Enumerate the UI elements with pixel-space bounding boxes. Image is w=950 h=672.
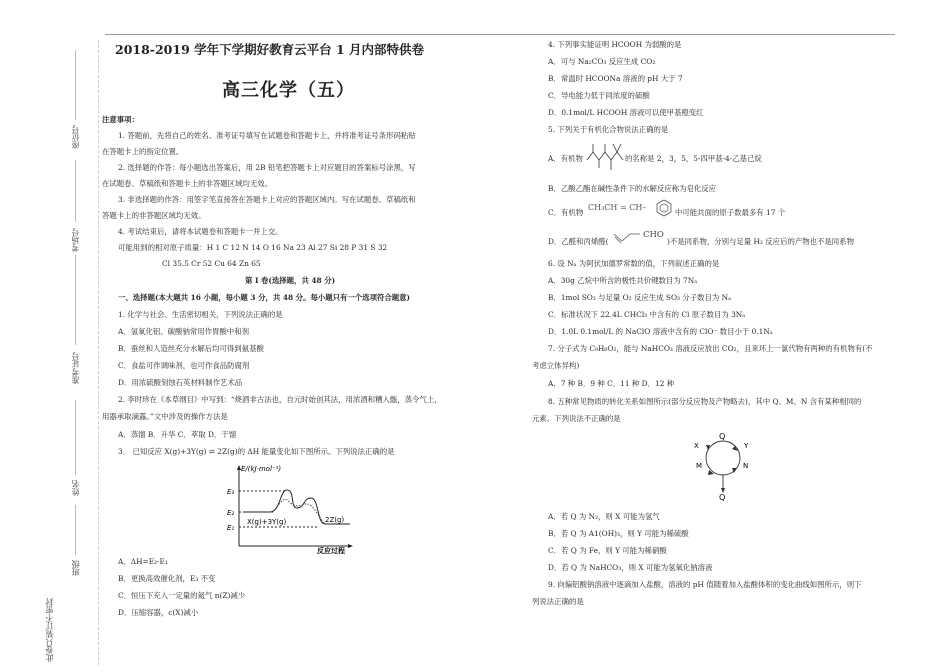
level-e2: E₂ xyxy=(227,509,235,517)
q4-option: B．常温时 HCOONa 溶液的 pH 大于 7 xyxy=(548,74,683,83)
q5-option-a-rest: 的名称是 2，3，5，5-四甲基-4-乙基己烷 xyxy=(625,154,762,163)
atomic-mass-line: Cl 35.5 Cr 52 Cu 64 Zn 65 xyxy=(162,259,261,268)
q5-option-a: A．有机物 xyxy=(548,154,583,163)
q8-option: D．若 Q 为 NaHCO₃，则 X 可能为氢氧化钠溶液 xyxy=(548,563,713,572)
benzene-ring-icon xyxy=(655,199,673,217)
q8-option: B．若 Q 为 A1(OH)₃，则 Y 可能为稀硫酸 xyxy=(548,529,689,538)
reactant-label: X(g)+3Y(g) xyxy=(247,518,287,526)
q3-option: D．压缩容器，c(X)减小 xyxy=(118,608,199,617)
q8-option: A．若 Q 为 N₂，则 X 可能为氢气 xyxy=(548,512,660,521)
q3-option: B．更换高效催化剂，E₃ 不变 xyxy=(118,574,216,583)
notice-line: 3. 非选择题的作答：用签字笔直接答在答题卡上对应的答题区域内。写在试题卷、草稿纸和 xyxy=(118,195,416,204)
exam-title: 2018-2019 学年下学期好教育云平台 1 月内部特供卷 xyxy=(115,42,425,57)
acrolein-structure xyxy=(612,228,642,244)
q5-option-c-rest: 中可能共面的原子数最多有 17 个 xyxy=(675,208,786,217)
node-m: M xyxy=(696,462,703,470)
q6-option: C．标准状况下 22.4L CHCl₃ 中含有的 Cl 原子数目为 3Nₐ xyxy=(548,310,746,319)
x-axis-label: 反应过程 xyxy=(317,547,345,554)
exam-room-label: 考场号 xyxy=(71,228,80,252)
q1-option: C．食盐可作调味剂，也可作食品防腐剂 xyxy=(118,361,250,370)
notice-line: 4. 考试结束后，请将本试题卷和答题卡一并上交。 xyxy=(118,227,283,236)
q5-option-c: C．有机物 xyxy=(548,208,584,217)
q5-option-b: B．乙酸乙酯在碱性条件下的水解反应称为皂化反应 xyxy=(548,184,717,193)
fill-line-admission xyxy=(75,255,76,345)
q8-stem: 元素。下列说法不正确的是 xyxy=(532,414,621,423)
q3-option: C．恒压下充入一定量的氦气 n(Z)减少 xyxy=(118,591,246,600)
q4-option: C．导电能力低于同浓度的硫酸 xyxy=(548,91,650,100)
q9-stem: 列说法正确的是 xyxy=(532,597,584,606)
q1-option: A．氢氧化铝、碳酸钠常用作胃酸中和剂 xyxy=(118,327,249,336)
q1-option: B．蚕丝和人造丝充分水解后均可得到氨基酸 xyxy=(118,344,264,353)
q1-option: D．用浓硫酸刻蚀石英材料制作艺术品 xyxy=(118,378,243,387)
skeletal-formula xyxy=(585,140,625,174)
node-x: X xyxy=(694,442,699,450)
q6-option: D．1.0L 0.1mol/L 的 NaClO 溶液中含有的 ClO⁻ 数目小于 0.1Nₐ xyxy=(548,327,773,336)
notice-line: 在答题卡上的指定位置。 xyxy=(102,147,184,156)
q2-stem: 用器承取滴露。”文中涉及的操作方法是 xyxy=(102,412,228,421)
q6-option: B．1mol SO₂ 与足量 O₂ 反应生成 SO₃ 分子数目为 Nₐ xyxy=(548,293,731,302)
subject-title: 高三化学（五） xyxy=(222,80,355,101)
q4-option: D．0.1mol/L HCOOH 溶液可以使甲基橙变红 xyxy=(548,108,704,117)
top-rule xyxy=(105,34,895,35)
q1-stem: 1. 化学与社会、生活密切相关，下列说法正确的是 xyxy=(118,310,283,319)
q4-option: A．可与 Na₂CO₃ 反应生成 CO₂ xyxy=(548,57,656,66)
notice-heading: 注意事项： xyxy=(102,115,139,124)
node-y: Y xyxy=(744,442,749,450)
q7-stem: 考虑立体异构) xyxy=(532,361,580,370)
section-instruction: 一、选择题(本大题共 16 小题，每小题 3 分，共 48 分。每小题只有一个选项符合题意) xyxy=(118,293,411,302)
notice-line: 1. 答题前，先将自己的姓名、准考证号填写在试题卷和答题卡上，并将准考证号条形码粘贴 xyxy=(118,131,416,140)
q3-option: A．ΔH=E₂-E₁ xyxy=(118,557,168,566)
fill-line-seat xyxy=(75,50,76,120)
q5-option-d-rest: )不是同系物，分别与足量 H₂ 反应后的产物也不是同系物 xyxy=(667,237,854,246)
binding-dashed-line xyxy=(98,40,99,665)
q6-stem: 6. 设 Nₐ 为阿伏加德罗常数的值，下列叙述正确的是 xyxy=(548,259,720,268)
atomic-mass-line: 可能用到的相对原子质量：H 1 C 12 N 14 O 16 Na 23 Al 27 Si 28 P 31 S 32 xyxy=(118,243,388,252)
fill-line-name xyxy=(75,400,76,475)
y-axis-label: E/(kJ·mol⁻¹) xyxy=(241,465,282,473)
level-e1: E₁ xyxy=(227,524,235,532)
seat-number-label: 座位号 xyxy=(71,125,80,149)
section-title: 第 I 卷(选择题，共 48 分) xyxy=(245,276,336,285)
fill-line-class xyxy=(75,505,76,555)
binding-note: 此卷只装订不密封 xyxy=(45,598,54,662)
fill-line-room xyxy=(75,160,76,222)
conversion-cycle-diagram xyxy=(688,428,758,502)
class-label: 班级 xyxy=(71,560,80,576)
q5-option-d: D．乙醛和丙烯醛( xyxy=(548,237,609,246)
admission-number-label: 准考证号 xyxy=(71,352,80,384)
notice-line: 答题卡上的非答题区域均无效。 xyxy=(102,211,206,220)
q3-stem: 3． 已知反应 X(g)+3Y(g) ⇌ 2Z(g)的 ΔH 能量变化如下图所示。下列说法正确的是 xyxy=(118,447,395,456)
q6-option: A．30g 乙烷中所含的极性共价键数目为 7Nₐ xyxy=(548,276,698,285)
energy-diagram xyxy=(225,462,360,554)
q8-option: C．若 Q 为 Fe，则 Y 可能为稀硝酸 xyxy=(548,546,667,555)
q5-c-formula: CH₃CH = CH– xyxy=(588,203,647,212)
q7-stem: 7. 分子式为 C₉H₆O₂，能与 NaHCO₃ 溶液反应放出 CO₂，且来环上一氯代物有两种的有机物有(不 xyxy=(548,344,873,353)
q2-options: A．蒸馏 B．升华 C．萃取 D．干馏 xyxy=(118,430,237,439)
node-q-bottom: Q xyxy=(719,493,726,502)
node-q-top: Q xyxy=(719,432,726,441)
level-e3: E₃ xyxy=(227,488,235,496)
q2-stem: 2. 李时珍在《本草纲目》中写到：“烧酒非古法也，自元时始创其法，用浓酒和糟入甑，蒸令气上， xyxy=(118,395,442,404)
q5-stem: 5. 下列关于有机化合物说法正确的是 xyxy=(548,125,669,134)
q7-options: A．7 种 B．9 种 C．11 种 D．12 种 xyxy=(548,379,675,388)
notice-line: 在试题卷、草稿纸和答题卡上的非答题区域均无效。 xyxy=(102,179,272,188)
q9-stem: 9. 向偏铝酸钠溶液中逐滴加入盐酸，溶液的 pH 值随着加入盐酸体积的变化曲线如图所示，则下 xyxy=(548,580,862,589)
name-label: 姓名 xyxy=(71,480,80,496)
node-n: N xyxy=(743,462,749,470)
q8-stem: 8. 五种常见物质的转化关系如图所示(部分反应物及产物略去)，其中 Q、M、N 含有某种相同的 xyxy=(548,397,862,406)
q4-stem: 4. 下列事实能证明 HCOOH 为弱酸的是 xyxy=(548,40,682,49)
product-label: 2Z(g) xyxy=(325,516,345,524)
q5-d-cho: CHO xyxy=(643,230,664,240)
notice-line: 2. 选择题的作答：每小题选出答案后，用 2B 铅笔把答题卡上对应题目的答案标号涂黑，写 xyxy=(118,163,416,172)
